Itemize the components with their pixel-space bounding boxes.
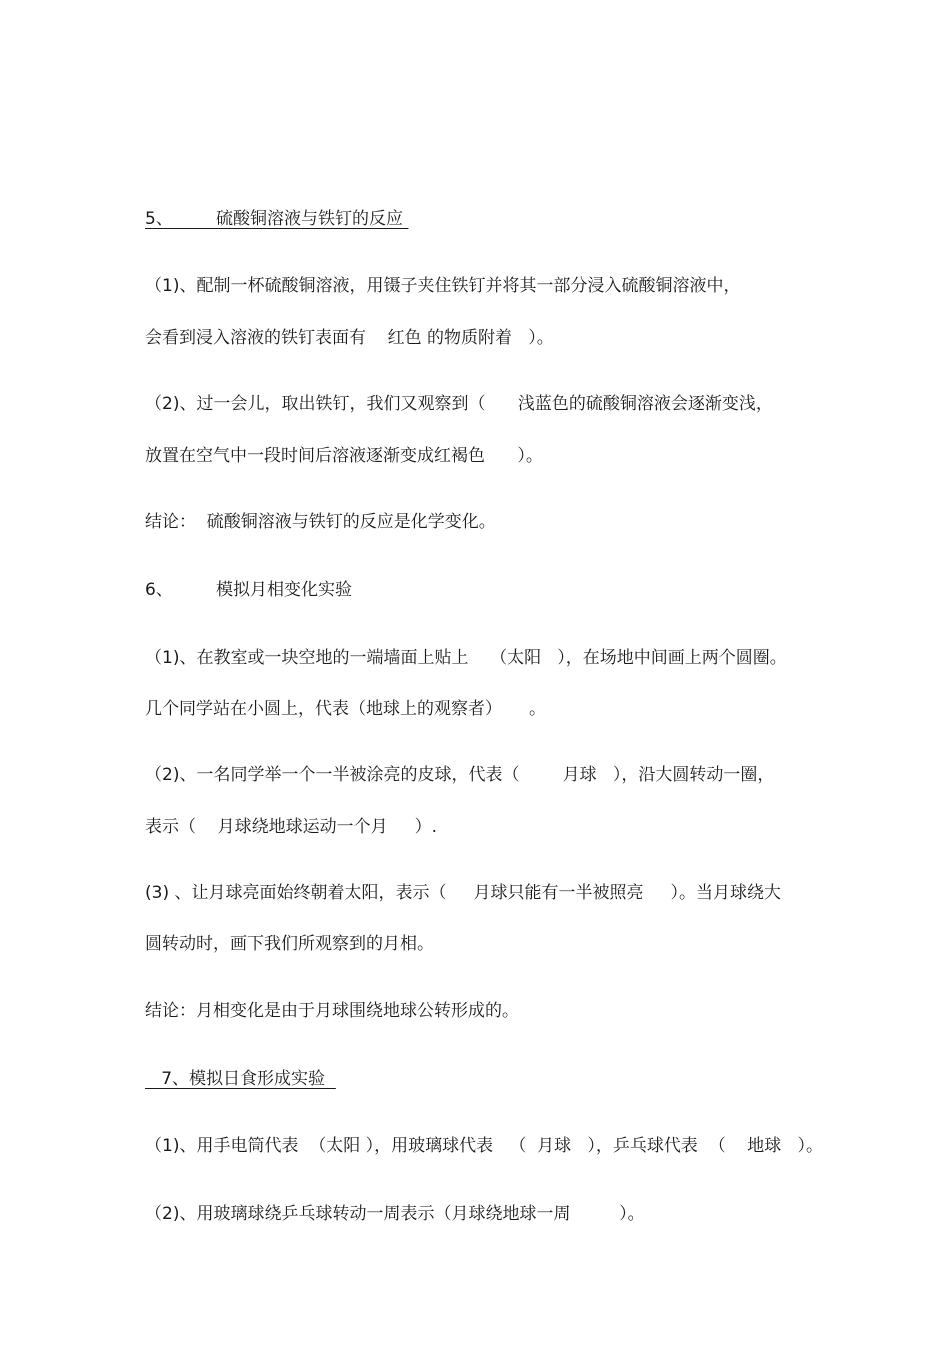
paragraph-line: 表示（ 月球绕地球运动一个月 ）. (145, 817, 438, 837)
paragraph-line: 圆转动时，画下我们所观察到的月相。 (145, 934, 434, 954)
paragraph-line: （2)、一名同学举一个一半被涂亮的皮球，代表（ 月球 ），沿大圆转动一圈， (145, 765, 775, 785)
paragraph-line: （2)、用玻璃球绕乒乓球转动一周表示（月球绕地球一周 ）。 (145, 1204, 645, 1224)
heading-7: 7、模拟日食形成实验 (145, 1069, 336, 1089)
paragraph-line: 几个同学站在小圆上，代表（地球上的观察者） 。 (145, 699, 547, 719)
heading-6: 6、 模拟月相变化实验 (145, 580, 353, 600)
paragraph-line: 会看到浸入溶液的铁钉表面有 红色 的物质附着 ）。 (145, 328, 554, 348)
paragraph-line: (3) 、让月球亮面始终朝着太阳，表示（ 月球只能有一半被照亮 ）。当月球绕大 (145, 883, 782, 903)
conclusion-line: 结论：月相变化是由于月球围绕地球公转形成的。 (145, 1001, 519, 1021)
heading-5: 5、 硫酸铜溶液与铁钉的反应 (145, 209, 409, 229)
paragraph-line: 放置在空气中一段时间后溶液逐渐变成红褐色 ）。 (145, 446, 543, 466)
conclusion-line: 结论： 硫酸铜溶液与铁钉的反应是化学变化。 (145, 512, 496, 532)
paragraph-line: （1)、配制一杯硫酸铜溶液，用镊子夹住铁钉并将其一部分浸入硫酸铜溶液中， (145, 276, 741, 296)
paragraph-line: （1)、在教室或一块空地的一端墙面上贴上 （太阳 ），在场地中间画上两个圆圈。 (145, 648, 787, 668)
paragraph-line: （1)、用手电筒代表 （太阳 ），用玻璃球代表 （ 月球 ），乒乓球代表 （ 地球 ）。 (145, 1136, 824, 1156)
paragraph-line: （2)、过一会儿，取出铁钉，我们又观察到（ 浅蓝色的硫酸铜溶液会逐渐变浅， (145, 394, 773, 414)
